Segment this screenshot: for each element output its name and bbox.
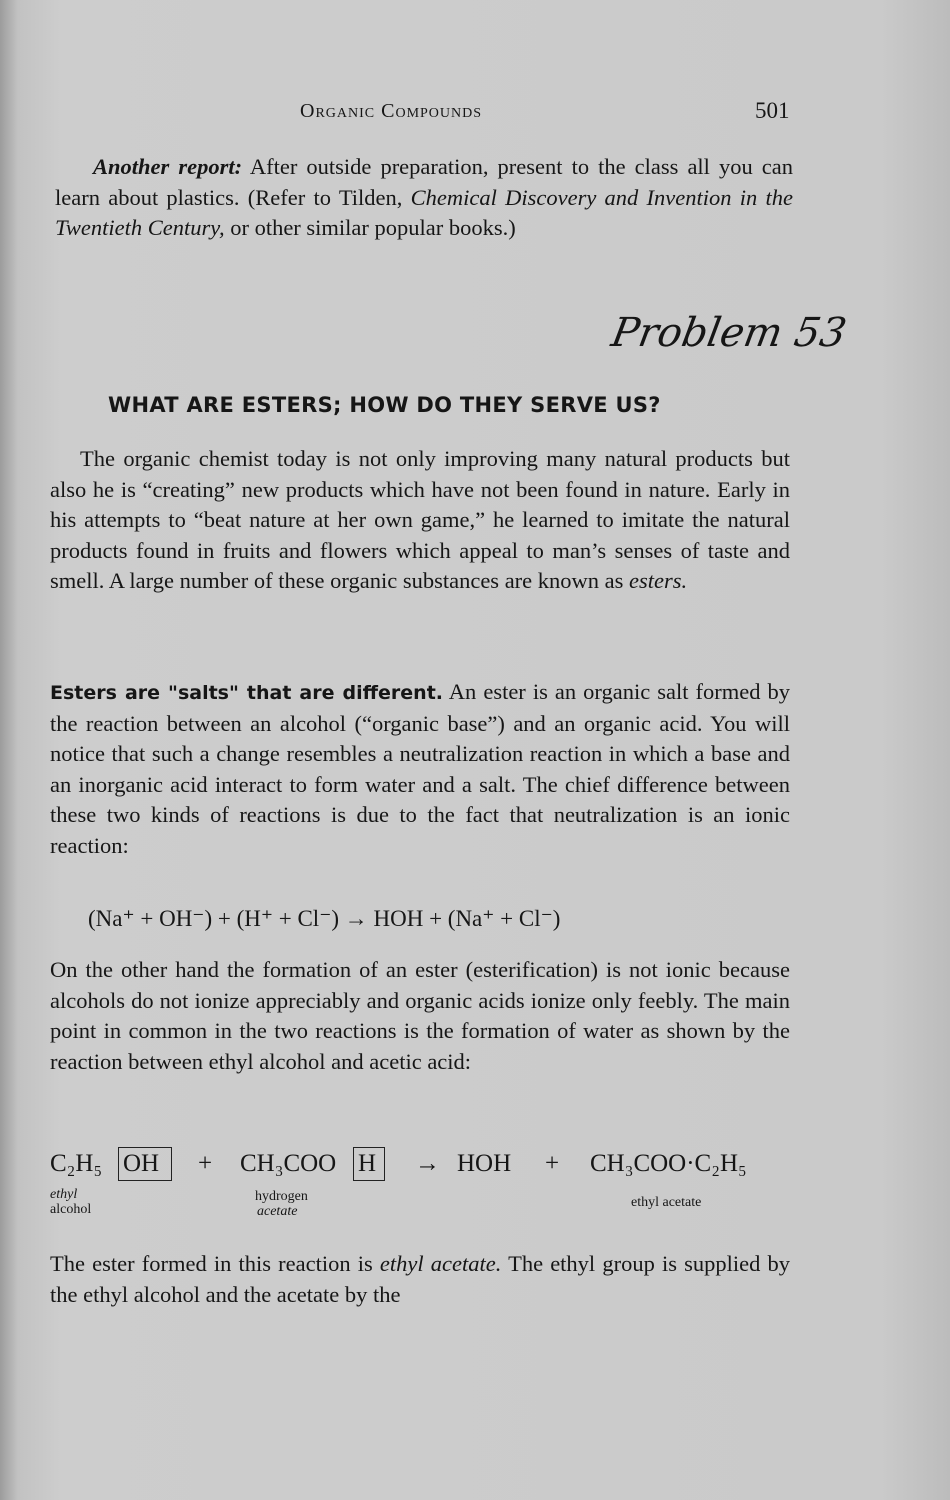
report-paragraph [55,152,799,244]
section-heading: WHAT ARE ESTERS; HOW DO THEY SERVE US? [108,393,661,417]
reaction-arrow: → [415,1150,440,1177]
paragraph-ethyl-acetate-text-b: The ethyl group is supplied by the ethyl alcohol and the acetate by the [50,1251,796,1307]
paragraph-ethyl-acetate [50,1249,796,1310]
term-esters: esters. [629,568,688,593]
paragraph-intro-text: The organic chemist today is not only improving many natural products but also he is “creating” new products which have not been found in nature. Early in his attempts to “beat nature at her own game,” he learned to imitate the natural products found in fruits and flowers which appeal to man’s senses of taste and smell. A large number of these organic substances are known as [50,446,796,593]
page-number: 501 [755,98,790,123]
report-book-title: Chemical Discovery and Invention in the Twentieth Century, [55,184,799,240]
report-text-b: or other similar popular books.) [224,215,516,240]
label-hydrogen: hydrogen [255,1189,308,1204]
problem-label: Problem 53 [607,310,850,356]
paragraph-esterification: On the other hand the formation of an ester (esterification) is not ionic because alcohols do not ionize appreciably and organic acids ionize only feebly. The main point in common in the two reactions is the formation of water as shown by the reaction between ethyl alcohol and acetic acid: [50,957,796,1074]
label-ethyl-acetate: ethyl acetate [631,1195,702,1210]
report-text-a: After outside preparation, present to the class all you can learn about plastics. (Refer to Tilden, [55,154,799,210]
label-acetate: acetate [257,1204,298,1219]
product-ethyl-acetate: CH₃COO·C₂H₅ [590,1150,747,1177]
paragraph-intro [50,444,796,597]
reactant-acetate: CH₃COO [240,1150,337,1177]
label-ethyl: ethyl [50,1187,78,1202]
paragraph-esters-salts [50,677,796,861]
label-alcohol: alcohol [50,1202,92,1217]
paragraph-esters-text: An ester is an organic salt formed by the reaction between an alcohol (“organic base”) and an organic acid. You will notice that such a change resembles a neutralization reaction in which a base and an inorganic acid interact to form water and a salt. The chief difference between these two kinds of reactions is due to the fact that neutralization is an ionic reaction: [50,679,796,858]
product-water: HOH [457,1150,512,1177]
plus-sign-2: + [545,1150,560,1177]
neutralization-equation: (Na⁺ + OH⁻) + (H⁺ + Cl⁻) → HOH + (Na⁺ + Cl⁻) [88,906,561,931]
reactant-oh: OH [123,1150,160,1177]
plus-sign-1: + [198,1150,213,1177]
running-head [0,100,950,130]
reactant-h: H [358,1150,377,1177]
paragraph-ethyl-acetate-text-a: The ester formed in this reaction is [50,1251,380,1276]
report-label: Another report: [93,154,243,179]
esterification-equation [50,1150,790,1230]
reactant-ethyl: C₂H₅ [50,1150,103,1177]
term-ethyl-acetate: ethyl acetate. [379,1251,502,1276]
paragraph-lead: Esters are "salts" that are different. [50,682,444,704]
running-head-title: Organic Compounds [300,100,483,122]
